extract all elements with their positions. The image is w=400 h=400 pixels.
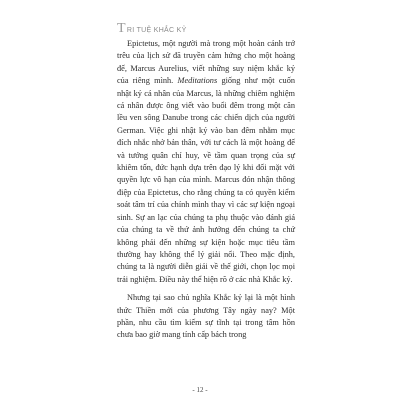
running-header (117, 21, 187, 37)
paragraph-2 (117, 292, 295, 342)
body-text (117, 38, 295, 342)
header-initial: T (117, 21, 126, 36)
paragraph-2-text: Nhưng tại sao chủ nghĩa Khắc kỷ lại là một hình thức Thiền mới của phương Tây ngày nay? Một phần, nhu cầu tìm kiếm sự tĩnh tại trong tâm hồn chưa bao giờ mang tính cấp bách trong (117, 293, 295, 340)
header-title: RI TUỆ KHẮC KỶ (126, 27, 187, 34)
paragraph-1 (117, 38, 295, 286)
book-title-meditations: Meditations (177, 76, 218, 86)
page-number: - 12 - (192, 386, 208, 394)
paragraph-1-text-a: Epictetus, một người mà trong một hoàn cảnh trớ trêu của lịch sử đã truyền cảm hứng cho một hoàng đế, Marcus Aurelius, viết những suy niệm khắc kỷ của riêng mình. (117, 39, 295, 86)
paragraph-1-text-b: giống như một cuốn nhật ký cá nhân của Marcus, là những chiêm nghiệm cá nhân được ông viết vào buổi đêm trong một căn lều ven sông Danube trong các chiến dịch của người German. Việc ghi nhật ký vào ban đêm nhằm mục đích nhắc nhở bản thân, với tư cách là một hoàng đế và tướng quân chỉ huy, về tầm quan trọng của sự khiêm tốn, đức hạnh dựa trên đạo lý khi đối mặt với quyền lực vô hạn của mình. Marcus đón nhận thông điệp của Epictetus, cho rằng chúng ta có quyền kiểm soát tâm trí của chính mình thay vì các sự kiện ngoại sinh. Sự an lạc của chúng ta phụ thuộc vào đánh giá của chúng ta về thứ ảnh hưởng đến chúng ta chứ không phải đến những sự kiện hoặc mục tiêu tầm thường hay không thể lý giải nổi. Theo mặc định, chúng ta là người diễn giải về thế giới, chọn lọc mọi trải nghiệm. Điều này thể hiện rõ ở các nhà Khắc kỷ. (117, 76, 295, 284)
